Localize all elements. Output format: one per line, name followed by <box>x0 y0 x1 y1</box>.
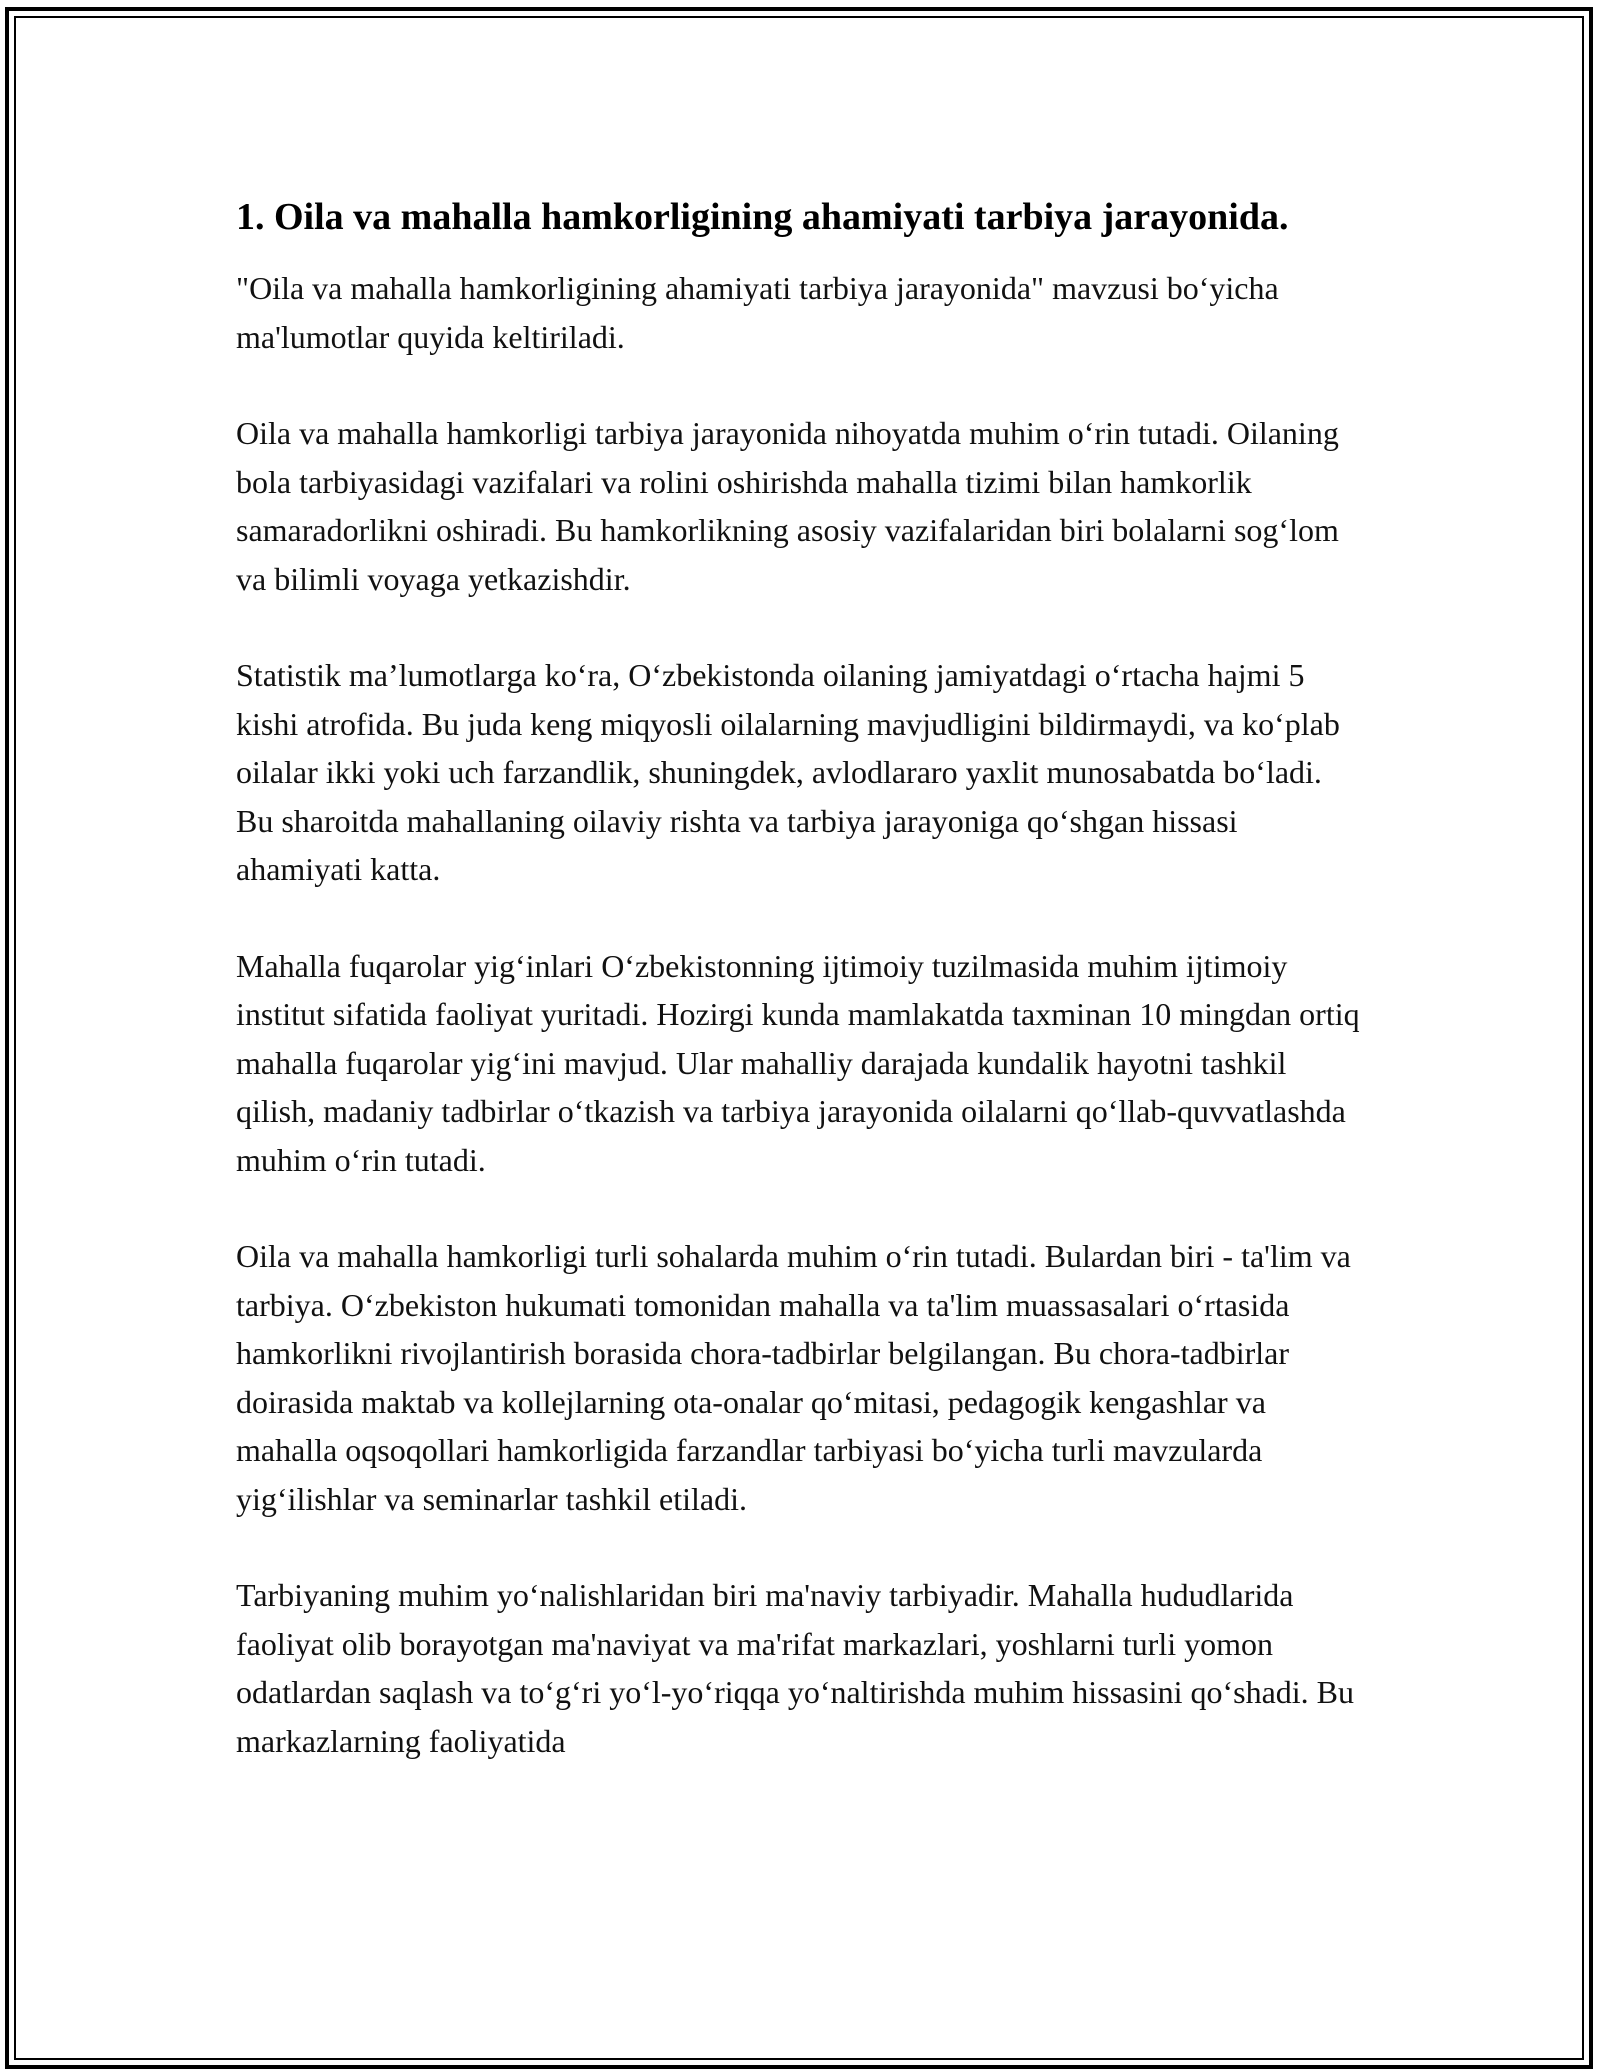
paragraph-cooperation: Oila va mahalla hamkorligi tarbiya jarayonida nihoyatda muhim o‘rin tutadi. Oilaning bola tarbiyasidagi vazifalari va rolini oshirishda mahalla tizimi bilan hamkorlik samaradorlikni oshiradi. Bu hamkorlikning asosiy vazifalaridan biri bolalarni sog‘lom va bilimli voyaga yetkazishdir. <box>236 415 1339 597</box>
paragraph-mahalla-institute: Mahalla fuqarolar yig‘inlari O‘zbekistonning ijtimoiy tuzilmasida muhim ijtimoiy institut sifatida faoliyat yuritadi. Hozirgi kunda mamlakatda taxminan 10 mingdan ortiq mahalla fuqarolar yig‘ini mavjud. Ular mahalliy darajada kundalik hayotni tashkil qilish, madaniy tadbirlar o‘tkazish va tarbiya jarayonida oilalarni qo‘llab-quvvatlashda muhim o‘rin tutadi. <box>236 947 1360 1178</box>
paragraph-education: Oila va mahalla hamkorligi turli sohalarda muhim o‘rin tutadi. Bulardan biri - ta'lim va tarbiya. O‘zbekiston hukumati tomonidan mahalla va ta'lim muassasalari o‘rtasida hamkorlikni rivojlantirish borasida chora-tadbirlar belgilangan. Bu chora-tadbirlar doirasida maktab va kollejlarning ota-onalar qo‘mitasi, pedagogik kengashlar va mahalla oqsoqollari hamkorligida farzandlar tarbiyasi bo‘yicha turli mavzularda yig‘ilishlar va seminarlar tashkil etiladi. <box>236 1238 1351 1517</box>
paragraph-intro: "Oila va mahalla hamkorligining ahamiyati tarbiya jarayonida" mavzusi bo‘yicha ma'lumotlar quyida keltiriladi. <box>236 270 1279 355</box>
section-heading: 1. Oila va mahalla hamkorligining ahamiyati tarbiya jarayonida. <box>236 196 1289 238</box>
paragraph-spiritual: Tarbiyaning muhim yo‘nalishlaridan biri ma'naviy tarbiyadir. Mahalla hududlarida faoliyat olib borayotgan ma'naviyat va ma'rifat markazlari, yoshlarni turli yomon odatlardan saqlash va to‘g‘ri yo‘l-yo‘riqqa yo‘naltirishda muhim hissasini qo‘shadi. Bu markazlarning faoliyatida <box>236 1577 1354 1759</box>
document-body <box>236 188 1366 1813</box>
paragraph-statistics: Statistik ma’lumotlarga ko‘ra, O‘zbekistonda oilaning jamiyatdagi o‘rtacha hajmi 5 kishi atrofida. Bu juda keng miqyosli oilalarning mavjudligini bildirmaydi, va ko‘plab oilalar ikki yoki uch farzandlik, shuningdek, avlodlararo yaxlit munosabatda bo‘ladi. Bu sharoitda mahallaning oilaviy rishta va tarbiya jarayoniga qo‘shgan hissasi ahamiyati katta. <box>236 657 1340 887</box>
